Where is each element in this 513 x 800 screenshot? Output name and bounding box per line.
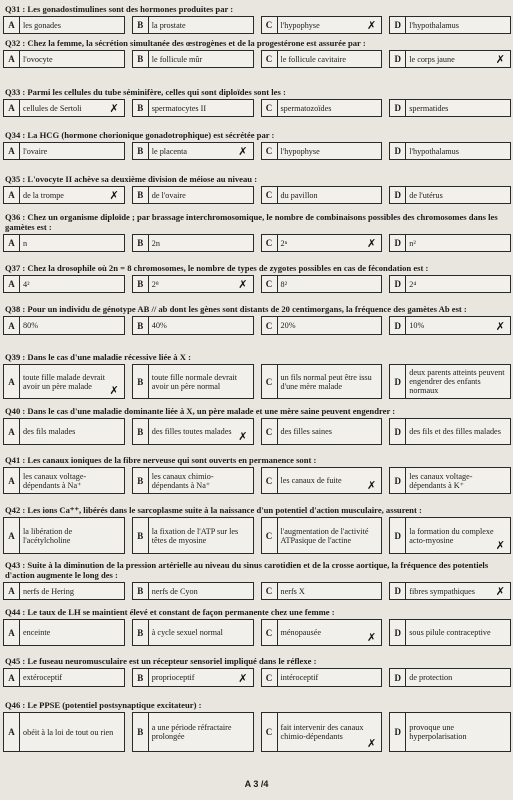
- answer-option[interactable]: [132, 364, 254, 399]
- option-letter: B: [133, 51, 149, 67]
- option-text: l'hypophyse: [280, 20, 320, 30]
- option-text: toute fille normale devrait avoir un père normal: [151, 372, 238, 391]
- question-block: [3, 38, 511, 68]
- option-text: intéroceptif: [280, 673, 319, 682]
- page-number: A 3 /4: [244, 779, 269, 789]
- option-text: 80%: [23, 321, 39, 330]
- answer-option[interactable]: [389, 517, 511, 554]
- option-letter: D: [390, 583, 406, 599]
- option-letter: A: [4, 17, 20, 33]
- question-text: Q45 : Le fuseau neuromusculaire est un récepteur sensoriel impliqué dans le réflexe :: [5, 656, 317, 666]
- option-text: 10%: [409, 321, 425, 330]
- option-text: la formation du complexe acto-myosine: [409, 526, 494, 545]
- option-letter: C: [262, 583, 278, 599]
- answer-option[interactable]: [261, 582, 383, 600]
- answer-option[interactable]: [261, 467, 383, 494]
- option-letter: D: [390, 17, 406, 33]
- answer-option[interactable]: [3, 234, 125, 252]
- option-text: de la trompe: [23, 190, 64, 200]
- option-text: l'hypophyse: [280, 146, 320, 156]
- option-text: 4²: [23, 279, 30, 289]
- option-letter: C: [262, 143, 278, 159]
- answer-option[interactable]: [3, 142, 125, 160]
- question-text: Q37 : Chez la drosophile où 2n = 8 chromosomes, le nombre de types de zygotes possibles en cas de fécondation est :: [5, 263, 429, 273]
- option-text: des filles saines: [280, 427, 332, 436]
- option-letter: C: [262, 17, 278, 33]
- option-text: les canaux voltage-dépendants à Na⁺: [23, 471, 87, 490]
- answer-option[interactable]: [261, 418, 383, 445]
- option-letter: C: [262, 620, 278, 645]
- option-letter: C: [262, 317, 278, 334]
- answer-option[interactable]: [389, 186, 511, 204]
- option-letter: B: [133, 17, 149, 33]
- answer-options: [3, 418, 511, 445]
- option-text: a une période réfractaire prolongée: [151, 723, 232, 741]
- option-text: 2ⁿ: [280, 238, 288, 248]
- option-letter: D: [390, 317, 406, 334]
- answer-option[interactable]: [389, 668, 511, 687]
- option-text: spermatides: [409, 103, 449, 113]
- answer-option[interactable]: [261, 234, 383, 252]
- cross-mark-icon: ✗: [495, 539, 505, 552]
- option-letter: A: [4, 51, 20, 67]
- answer-option[interactable]: [132, 668, 254, 687]
- question-block: [3, 455, 511, 494]
- option-letter: C: [262, 276, 278, 292]
- option-letter: C: [262, 669, 278, 686]
- answer-option[interactable]: [3, 668, 125, 687]
- answer-option[interactable]: [389, 467, 511, 494]
- answer-option[interactable]: [389, 582, 511, 600]
- option-letter: D: [390, 143, 406, 159]
- question-block: [3, 406, 511, 445]
- answer-options: [3, 142, 511, 160]
- answer-option[interactable]: [132, 99, 254, 117]
- option-text: des fils malades: [23, 427, 76, 436]
- answer-option[interactable]: [132, 16, 254, 34]
- option-letter: B: [133, 365, 149, 398]
- answer-options: [3, 712, 511, 752]
- option-text: nerfs X: [280, 586, 305, 596]
- cross-mark-icon: ✗: [367, 479, 377, 492]
- answer-option[interactable]: [132, 316, 254, 335]
- question-block: [3, 304, 511, 335]
- question-block: [3, 263, 511, 293]
- question-block: [3, 4, 511, 34]
- answer-options: [3, 619, 511, 646]
- option-text: enceinte: [23, 628, 51, 637]
- answer-option[interactable]: [132, 186, 254, 204]
- answer-option[interactable]: [3, 316, 125, 335]
- option-letter: B: [133, 187, 149, 203]
- option-letter: D: [390, 713, 406, 751]
- answer-option[interactable]: [389, 418, 511, 445]
- option-text: ménopausée: [280, 628, 321, 637]
- option-letter: A: [4, 276, 20, 292]
- cross-mark-icon: ✗: [495, 320, 505, 333]
- option-letter: D: [390, 187, 406, 203]
- answer-option[interactable]: [261, 619, 383, 646]
- answer-options: [3, 316, 511, 335]
- answer-option[interactable]: [132, 467, 254, 494]
- option-text: n²: [409, 238, 416, 248]
- option-letter: D: [390, 468, 406, 493]
- question-text: Q44 : Le taux de LH se maintient élevé et constant de façon permanente chez une femme :: [5, 607, 335, 617]
- option-text: le placenta: [151, 146, 187, 156]
- option-text: du pavillon: [280, 190, 318, 200]
- answer-options: [3, 99, 511, 117]
- answer-option[interactable]: [261, 517, 383, 554]
- cross-mark-icon: ✗: [367, 737, 377, 750]
- option-text: un fils normal peut être issu d'une mère malade: [280, 372, 372, 391]
- option-text: de protection: [409, 673, 453, 682]
- cross-mark-icon: ✗: [495, 53, 505, 66]
- answer-option[interactable]: [132, 275, 254, 293]
- option-text: le follicule mûr: [151, 54, 203, 64]
- answer-options: [3, 467, 511, 494]
- cross-mark-icon: ✗: [109, 384, 119, 397]
- answer-option[interactable]: [132, 234, 254, 252]
- option-letter: A: [4, 669, 20, 686]
- cross-mark-icon: ✗: [238, 278, 248, 291]
- answer-option[interactable]: [389, 619, 511, 646]
- option-text: extéroceptif: [23, 673, 63, 682]
- question-text: Q35 : L'ovocyte II achève sa deuxième division de méiose au niveau :: [5, 174, 258, 184]
- option-text: de l'utérus: [409, 190, 443, 200]
- cross-mark-icon: ✗: [109, 102, 119, 115]
- answer-option[interactable]: [389, 712, 511, 752]
- option-text: 20%: [280, 321, 296, 330]
- option-text: de l'ovaire: [151, 190, 186, 200]
- answer-option[interactable]: [261, 186, 383, 204]
- option-text: des filles toutes malades: [151, 427, 232, 436]
- option-text: l'hypothalamus: [409, 20, 459, 30]
- answer-option[interactable]: [132, 619, 254, 646]
- option-letter: D: [390, 669, 406, 686]
- option-text: cellules de Sertoli: [23, 103, 82, 113]
- option-text: 2n: [151, 238, 160, 248]
- question-text: Q36 : Chez un organisme diploïde ; par brassage interchromosomique, le nombre de combinaisons possibles des chromosomes dans les gamètes est :: [5, 212, 498, 232]
- answer-options: [3, 582, 511, 600]
- cross-mark-icon: ✗: [367, 237, 377, 250]
- answer-option[interactable]: [3, 364, 125, 399]
- question-block: [3, 87, 511, 117]
- option-text: l'hypothalamus: [409, 146, 459, 156]
- option-text: sous pilule contraceptive: [409, 628, 491, 637]
- option-text: l'ovaire: [23, 146, 48, 156]
- option-text: spermatocytes II: [151, 103, 207, 113]
- question-text: Q42 : Les ions Ca⁺⁺, libérés dans le sarcoplasme suite à la naissance d'un potentiel d'action musculaire, assurent :: [5, 505, 422, 515]
- option-text: 2⁴: [409, 279, 417, 289]
- answer-option[interactable]: [3, 467, 125, 494]
- answer-option[interactable]: [3, 418, 125, 445]
- answer-option[interactable]: [261, 99, 383, 117]
- option-letter: A: [4, 468, 20, 493]
- answer-option[interactable]: [3, 582, 125, 600]
- answer-options: [3, 275, 511, 293]
- option-letter: A: [4, 317, 20, 334]
- cross-mark-icon: ✗: [238, 672, 248, 685]
- cross-mark-icon: ✗: [238, 430, 248, 443]
- option-text: la libération de l'acétylcholine: [23, 526, 73, 545]
- answer-option[interactable]: [389, 50, 511, 68]
- option-letter: B: [133, 100, 149, 116]
- option-letter: A: [4, 713, 20, 751]
- answer-options: [3, 234, 511, 252]
- answer-option[interactable]: [389, 316, 511, 335]
- option-letter: A: [4, 365, 20, 398]
- question-block: [3, 700, 511, 752]
- question-text: Q34 : La HCG (hormone chorionique gonadotrophique) est sécrétée par :: [5, 130, 275, 140]
- answer-option[interactable]: [261, 316, 383, 335]
- option-letter: D: [390, 276, 406, 292]
- answer-option[interactable]: [261, 50, 383, 68]
- option-text: les canaux voltage-dépendants à K⁺: [409, 471, 473, 490]
- answer-option[interactable]: [132, 517, 254, 554]
- answer-option[interactable]: [132, 582, 254, 600]
- option-text: 40%: [151, 321, 167, 330]
- option-letter: C: [262, 365, 278, 398]
- question-block: [3, 505, 511, 554]
- option-text: des fils et des filles malades: [409, 427, 501, 436]
- question-block: [3, 656, 511, 687]
- option-letter: B: [133, 468, 149, 493]
- answer-option[interactable]: [389, 364, 511, 399]
- question-text: Q31 : Les gonadostimulines sont des hormones produites par :: [5, 4, 234, 14]
- option-text: fibres sympathiques: [409, 586, 475, 596]
- answer-options: [3, 517, 511, 554]
- option-letter: A: [4, 143, 20, 159]
- option-letter: B: [133, 518, 149, 553]
- option-letter: C: [262, 518, 278, 553]
- option-text: les gonades: [23, 20, 61, 30]
- cross-mark-icon: ✗: [238, 145, 248, 158]
- answer-option[interactable]: [389, 99, 511, 117]
- answer-option[interactable]: [132, 712, 254, 752]
- option-letter: D: [390, 620, 406, 645]
- option-text: obéit à la loi de tout ou rien: [23, 727, 114, 737]
- option-text: toute fille malade devrait avoir un père malade: [23, 372, 106, 391]
- answer-option[interactable]: [261, 712, 383, 752]
- option-letter: C: [262, 187, 278, 203]
- option-letter: D: [390, 518, 406, 553]
- option-letter: D: [390, 235, 406, 251]
- option-text: la fixation de l'ATP sur les têtes de myosine: [151, 526, 239, 545]
- option-letter: B: [133, 620, 149, 645]
- option-text: les canaux chimio-dépendants à Na⁺: [151, 471, 214, 490]
- option-letter: A: [4, 620, 20, 645]
- question-block: [3, 607, 511, 646]
- answer-options: [3, 668, 511, 687]
- option-letter: B: [133, 143, 149, 159]
- cross-mark-icon: ✗: [367, 19, 377, 32]
- option-text: 2⁸: [151, 279, 159, 289]
- answer-option[interactable]: [261, 668, 383, 687]
- option-letter: A: [4, 187, 20, 203]
- option-letter: B: [133, 713, 149, 751]
- option-letter: C: [262, 235, 278, 251]
- question-block: [3, 352, 511, 399]
- answer-options: [3, 16, 511, 34]
- answer-option[interactable]: [3, 712, 125, 752]
- answer-option[interactable]: [132, 142, 254, 160]
- question-block: [3, 174, 511, 204]
- option-letter: C: [262, 51, 278, 67]
- option-letter: A: [4, 235, 20, 251]
- option-text: spermatozoïdes: [280, 103, 332, 113]
- option-letter: B: [133, 317, 149, 334]
- option-text: l'augmentation de l'activité ATPasique de l'actine: [280, 526, 369, 545]
- answer-option[interactable]: [3, 186, 125, 204]
- question-text: Q43 : Suite à la diminution de la pression artérielle au niveau du sinus carotidien et de la crosse aortique, la fréquence des potentiels d'action augmente le long des :: [5, 560, 489, 580]
- answer-option[interactable]: [3, 16, 125, 34]
- option-text: le corps jaune: [409, 54, 455, 64]
- option-text: provoque une hyperpolarisation: [409, 723, 467, 741]
- answer-option[interactable]: [389, 16, 511, 34]
- cross-mark-icon: ✗: [367, 631, 377, 644]
- answer-options: [3, 364, 511, 399]
- option-letter: A: [4, 419, 20, 444]
- question-block: [3, 212, 511, 252]
- option-letter: D: [390, 100, 406, 116]
- answer-option[interactable]: [3, 275, 125, 293]
- option-letter: C: [262, 419, 278, 444]
- answer-option[interactable]: [3, 517, 125, 554]
- option-letter: C: [262, 468, 278, 493]
- question-text: Q40 : Dans le cas d'une maladie dominante liée à X, un père malade et une mère saine peuvent engendrer :: [5, 406, 396, 416]
- option-text: n: [23, 238, 28, 248]
- option-text: fait intervenir des canaux chimio-dépendants: [280, 723, 364, 741]
- question-text: Q33 : Parmi les cellules du tube séminifère, celles qui sont diploïdes sont les :: [5, 87, 286, 97]
- option-text: la prostate: [151, 20, 186, 30]
- option-text: nerfs de Hering: [23, 586, 74, 596]
- option-letter: B: [133, 669, 149, 686]
- answer-option[interactable]: [389, 234, 511, 252]
- question-text: Q41 : Les canaux ioniques de la fibre nerveuse qui sont ouverts en permanence sont :: [5, 455, 317, 465]
- option-letter: A: [4, 100, 20, 116]
- answer-option[interactable]: [132, 418, 254, 445]
- question-text: Q46 : Le PPSE (potentiel postsynaptique excitateur) :: [5, 700, 202, 710]
- option-text: nerfs de Cyon: [151, 586, 198, 596]
- answer-options: [3, 186, 511, 204]
- option-text: le follicule cavitaire: [280, 54, 346, 64]
- question-text: Q39 : Dans le cas d'une maladie récessive liée à X :: [5, 352, 191, 362]
- answer-options: [3, 50, 511, 68]
- cross-mark-icon: ✗: [495, 585, 505, 598]
- option-text: l'ovocyte: [23, 54, 53, 64]
- question-block: [3, 560, 511, 600]
- option-letter: D: [390, 419, 406, 444]
- answer-option[interactable]: [261, 142, 383, 160]
- option-text: deux parents atteints peuvent engendrer des enfants normaux: [409, 368, 505, 395]
- answer-option[interactable]: [389, 275, 511, 293]
- option-letter: B: [133, 276, 149, 292]
- option-letter: D: [390, 51, 406, 67]
- option-text: à cycle sexuel normal: [151, 628, 223, 637]
- answer-option[interactable]: [3, 50, 125, 68]
- answer-option[interactable]: [389, 142, 511, 160]
- question-block: [3, 130, 511, 160]
- answer-option[interactable]: [261, 364, 383, 399]
- answer-option[interactable]: [132, 50, 254, 68]
- cross-mark-icon: ✗: [109, 189, 119, 202]
- option-letter: B: [133, 419, 149, 444]
- answer-option[interactable]: [3, 619, 125, 646]
- question-text: Q38 : Pour un individu de génotype AB // ab dont les gènes sont distants de 20 centimorgans, la fréquence des gamètes Ab est :: [5, 304, 467, 314]
- option-letter: B: [133, 583, 149, 599]
- option-text: les canaux de fuite: [280, 476, 342, 485]
- option-text: 8²: [280, 279, 288, 289]
- option-letter: C: [262, 100, 278, 116]
- option-letter: A: [4, 518, 20, 553]
- option-letter: C: [262, 713, 278, 751]
- answer-option[interactable]: [261, 16, 383, 34]
- answer-option[interactable]: [3, 99, 125, 117]
- option-letter: A: [4, 583, 20, 599]
- option-text: proprioceptif: [151, 673, 195, 682]
- option-letter: D: [390, 365, 406, 398]
- question-text: Q32 : Chez la femme, la sécrétion simultanée des œstrogènes et de la progestérone est assurée par :: [5, 38, 366, 48]
- answer-option[interactable]: [261, 275, 383, 293]
- option-letter: B: [133, 235, 149, 251]
